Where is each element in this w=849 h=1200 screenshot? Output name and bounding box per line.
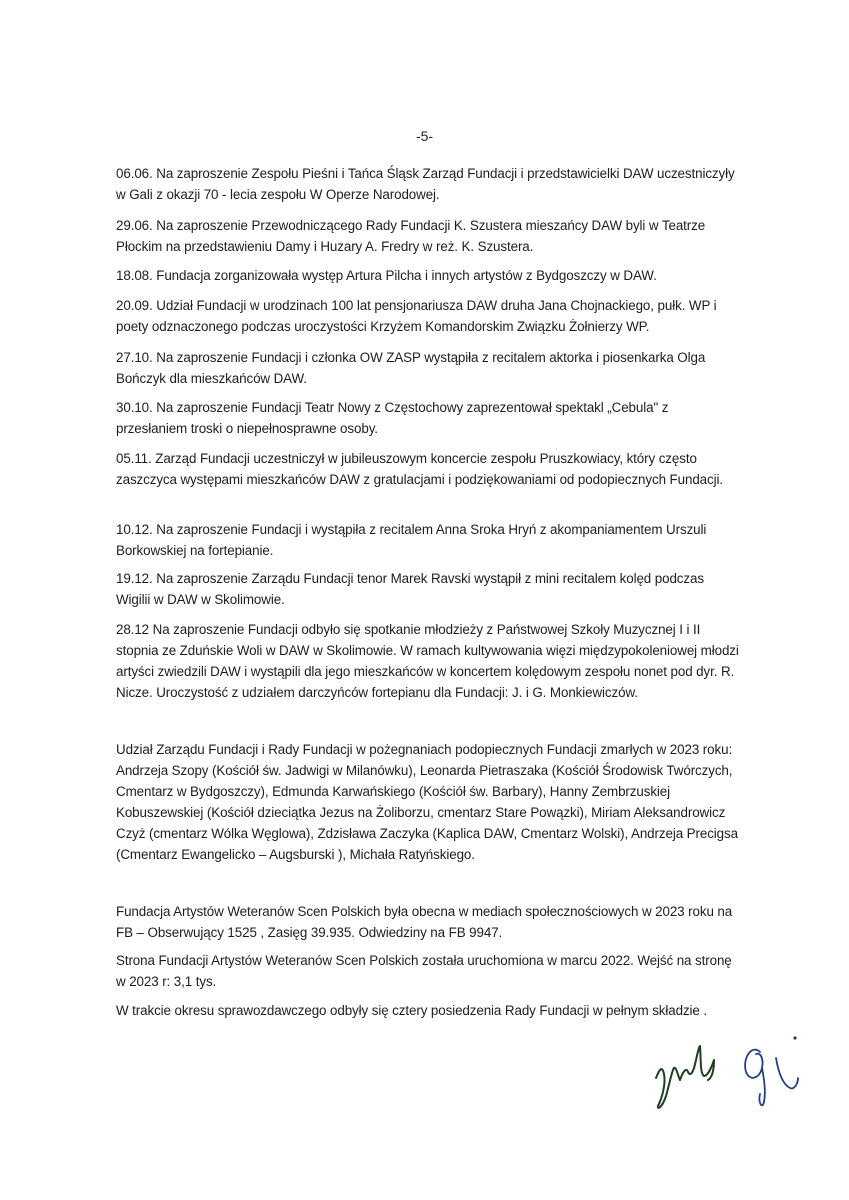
entry-2009: 20.09. Udział Fundacji w urodzinach 100 lat pensjonariusza DAW druha Jana Chojnackiego, pułk. WP i poety odznaczonego podczas uroczystości Krzyżem Komandorskim Związku Żołnierzy WP. [116, 298, 717, 334]
entry-2812: 28.12 Na zaproszenie Fundacji odbyło się spotkanie młodzieży z Państwowej Szkoły Muzycznej I i II stopnia ze Zduńskie Woli w DAW w Skolimowie. W ramach kultywowania więzi międzypokoleniowej młodzi artyści zwiedzili DAW i wystąpili dla jego mieszkańców w koncertem kolędowym zespołu nonet pod dyr. R. Nicze. Uroczystość z udziałem darczyńców fortepianu dla Fundacji: J. i G. Monkiewiczów. [116, 622, 739, 700]
board-meetings-paragraph: W trakcie okresu sprawozdawczego odbyły się cztery posiedzenia Rady Fundacji w pełnym składzie . [116, 1003, 708, 1018]
website-paragraph: Strona Fundacji Artystów Weteranów Scen Polskich została uruchomiona w marcu 2022. Wejść na stronę w 2023 r: 3,1 tys. [116, 953, 732, 989]
handwritten-signature [648, 1018, 808, 1118]
entry-2710: 27.10. Na zaproszenie Fundacji i członka OW ZASP wystąpiła z recitalem aktorka i piosenkarka Olga Bończyk dla mieszkańców DAW. [116, 350, 706, 386]
entry-3010: 30.10. Na zaproszenie Fundacji Teatr Nowy z Częstochowy zaprezentował spektakl „Cebula" z przesłaniem troski o niepełnosprawne osoby. [116, 400, 669, 436]
entry-0511: 05.11. Zarząd Fundacji uczestniczył w jubileuszowym koncercie zespołu Pruszkowiacy, który często zaszczyca występami mieszkańców DAW z gratulacjami i podziękowaniami od podopiecznych Fundacji. [116, 451, 723, 487]
farewells-paragraph: Udział Zarządu Fundacji i Rady Fundacji w pożegnaniach podopiecznych Fundacji zmarłych w 2023 roku: Andrzeja Szopy (Kościół św. Jadwigi w Milanówku), Leonarda Pietraszaka (Kościół Środowisk Twórczych, Cmentarz w Bydgoszczy), Edmunda Karwańskiego (Kościół św. Barbary), Hanny Zembrzuskiej Kobuszewskiej (Kościół dzieciątka Jezus na Żoliborzu, cmentarz Stare Powązki), Miriam Aleksandrowicz Czyż (cmentarz Wólka Węglowa), Zdzisława Zaczyka (Kaplica DAW, Cmentarz Wolski), Andrzeja Precigsa (Cmentarz Ewangelicko – Augsburski ), Michała Ratyńskiego. [116, 742, 738, 862]
entry-1912: 19.12. Na zaproszenie Zarządu Fundacji tenor Marek Ravski wystąpił z mini recitalem kolęd podczas Wigilii w DAW w Skolimowie. [116, 571, 704, 607]
entry-1012: 10.12. Na zaproszenie Fundacji i wystąpiła z recitalem Anna Sroka Hryń z akompaniamentem Urszuli Borkowskiej na fortepianie. [116, 522, 707, 558]
social-media-paragraph: Fundacja Artystów Weteranów Scen Polskich była obecna w mediach społecznościowych w 2023 roku na FB – Obserwujący 1525 , Zasięg 39.935. Odwiedziny na FB 9947. [116, 904, 733, 940]
page-number: -5- [415, 128, 434, 144]
entry-2906: 29.06. Na zaproszenie Przewodniczącego Rady Fundacji K. Szustera mieszańcy DAW byli w Teatrze Płockim na przedstawieniu Damy i Huzary A. Fredry w reż. K. Szustera. [116, 218, 706, 254]
entry-1808: 18.08. Fundacja zorganizowała występ Artura Pilcha i innych artystów z Bydgoszczy w DAW. [116, 268, 657, 283]
entry-0606: 06.06. Na zaproszenie Zespołu Pieśni i Tańca Śląsk Zarząd Fundacji i przedstawicielki DAW uczestniczyły w Gali z okazji 70 - lecia zespołu W Operze Narodowej. [116, 166, 735, 202]
